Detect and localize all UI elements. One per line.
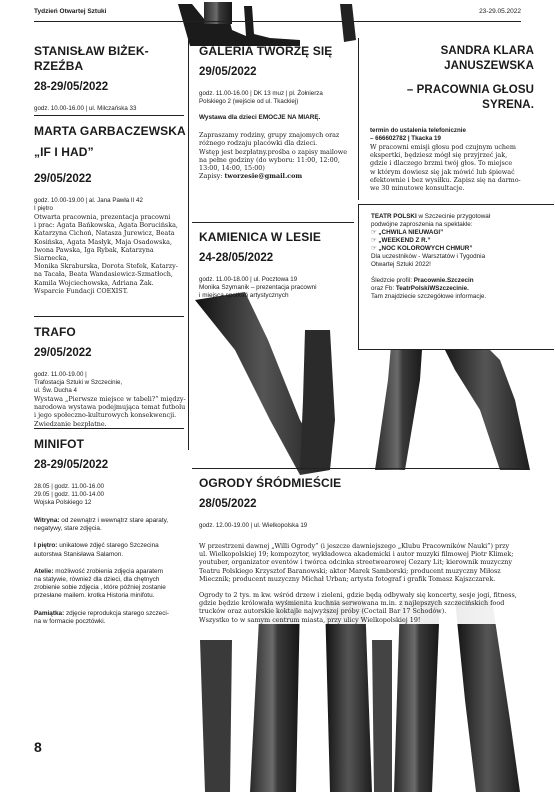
ogrody-date: 28/05/2022 xyxy=(199,498,257,510)
section-kamienica xyxy=(199,230,355,300)
garbaczewska-date: 29/05/2022 xyxy=(34,173,92,185)
kamienica-meta: godz. 11.00-18.00 | ul. Pocztowa 19 xyxy=(199,276,298,283)
rule-above-minifot xyxy=(34,428,184,429)
minifot-date: 28-29/05/2022 xyxy=(34,459,109,471)
ogrody-paragraph-1: W przestrzeni dawnej „Willi Ogrody” (i jeszcze dawniejszego „Klubu Pracowników Nauki”) przy ul. Wielkopolskiej 19; kompozytor, wykładowca akademicki i autor muzyki filmowej Piotr Klimek; youtuber, organizator eventów i twórca odcinka streetwearowej Cezary Lit; kierownik muzyczny Teatru Polskiego Krzysztof Baranowski; aktor Marek Samborski; producent muzyczny Miłosz Miecznik; producent muzyczny Michał Urban; artysta fotograf i grafik Tomasz Kajszczarek. xyxy=(199,542,529,583)
bizek-date: 28-29/05/2022 xyxy=(34,81,109,93)
teatr-spectacle-3: ☞ „NOC KOLOROWYCH CHMUR” xyxy=(371,245,473,252)
header-dates: 23-29.05.2022 xyxy=(479,8,521,15)
trafo-date: 29/05/2022 xyxy=(34,347,92,359)
teatr-name: TEATR POLSKI xyxy=(371,213,417,220)
rule-above-ogrody xyxy=(192,468,522,469)
ogrody-meta: godz. 12.00-19.00 | ul. Wielkopolska 19 xyxy=(199,522,308,529)
sandra-meta: termin do ustalenia telefonicznie – 666602782 | Tkacka 19 xyxy=(370,127,466,142)
kamienica-title: KAMIENICA W LESIE xyxy=(199,230,321,244)
galeria-exhibition: Wystawa dla dzieci EMOCJE NA MIARĘ. xyxy=(199,114,321,121)
galeria-title: GALERIA TWORZĘ SIĘ xyxy=(199,44,333,58)
minifot-atelie: Atelie: możliwość zrobienia zdjęcia aparatem na statywie, również dla dzieci, dla chętnych zrobienie sobie zdjęcia , które później zostanie przesłane mailem. krotka Historia minifotu. xyxy=(34,567,166,600)
trafo-description: Wystawa „Pierwsze miejsce w tabeli?” między- narodowa wystawa podejmująca temat futbolu i jego społeczno-kulturowych konsekwencji. Zwiedzanie bezpłatne. xyxy=(34,395,186,428)
teatr-spectacle-1: ☞ „CHWILA NIEUWAGI” xyxy=(371,229,444,236)
page-number: 8 xyxy=(34,739,42,755)
sandra-subtitle: – PRACOWNIA GŁOSU SYRENA. xyxy=(406,84,534,111)
section-bizek xyxy=(34,44,186,113)
pointing-hand-icon: ☞ xyxy=(371,237,379,244)
header-rule xyxy=(34,21,521,22)
kamienica-date: 24-28/05/2022 xyxy=(199,252,274,264)
ogrody-paragraph-2: Ogrody to 2 tys. m kw. wśród drzew i zieleni, gdzie będą odbywały się koncerty, sesje jogi, fitness, gdzie będzie królowała wyśmienita kuchnia serwowana m.in. z najlepszych szczecińskich food trucków oraz autorskie koktajle najwyższej próby (Coctail Bar 17 Schodów). Wszystko to w samym centrum miasta, przy ulicy Wielkopolskiej 19! xyxy=(199,591,529,624)
minifot-title: MINIFOT xyxy=(34,437,85,451)
kamienica-description: Monika Szymanik – prezentacja pracowni i miejsca spotkań artystycznych xyxy=(199,284,317,300)
minifot-meta: 28.05 | godz. 11.00-16.00 29.05 | godz. 11.00-14.00 Wojska Polskiego 12 xyxy=(34,483,104,506)
trafo-title: TRAFO xyxy=(34,325,76,339)
minifot-pietro: I piętro: unikatowe zdjęć starego Szczecina autorstwa Stanisława Salamon. xyxy=(34,542,159,558)
teatr-spectacle-2: ☞ „WEEKEND Z R.” xyxy=(371,237,431,244)
galeria-date: 29/05/2022 xyxy=(199,66,257,78)
column-divider-left xyxy=(188,38,189,450)
section-minifot xyxy=(34,437,186,626)
rule-above-kamienica xyxy=(192,222,354,223)
header-series-title: Tydzień Otwartej Sztuki xyxy=(34,8,107,15)
teatr-info-box: TEATR POLSKI w Szczecinie przygotował podwójne zaproszenia na spektakle: ☞ „CHWILA NIEUWAGI” ☞ „WEEKEND Z R.” ☞ „NOC KOLOROWYCH CHMUR” Dla uczestników - Warsztatów i Tygodnia Otwartej Sztuki 2022! Śledzcie profil: Pracownie.Szczecin oraz Fb: TeatrPolskiWSzczecinie. Tam znajdziecie szczegółowe informacje. xyxy=(358,204,554,350)
teatr-facebook-link[interactable]: TeatrPolskiWSzczecinie. xyxy=(395,285,469,292)
galeria-email-link[interactable]: tworzesie@gmail.com xyxy=(224,172,303,181)
teatr-profile-link[interactable]: Pracownie.Szczecin xyxy=(413,277,474,284)
garbaczewska-description: Otwarta pracownia, prezentacja pracowni i prac: Agata Bańkowska, Agata Borucińska, Katarzyna Cichoń, Natasza Jurewicz, Beata Kosińska, Agata Masłyk, Maja Osadowska, Iwona Pawska, Iga Rybak, Katarzyna Siarnecka, Monika Skraburska, Dorota Stefek, Katarzy- na Tacała, Beata Wandasiewicz-Szmatłoch, Kamila Wojciechowska, Adriana Żak. Wsparcie Fundacji COEXIST. xyxy=(34,213,178,295)
garbaczewska-meta: godz. 10.00-19.00 | al. Jana Pawła II 42 xyxy=(34,197,143,204)
bizek-meta: godz. 10.00-16.00 | ul. Milczańska 33 xyxy=(34,105,137,112)
sandra-title: SANDRA KLARA JANUSZEWSKA xyxy=(440,45,534,72)
ogrody-title: OGRODY ŚRÓDMIEŚCIE xyxy=(199,476,342,490)
rule-above-trafo xyxy=(34,316,184,317)
garbaczewska-subtitle: „IF I HAD” xyxy=(34,145,94,159)
galeria-description: Zapraszamy rodziny, grupy znajomych oraz różnego rodzaju placówki dla dzieci. Wstęp jest bezpłatny.prośba o zapisy mailowe na pełne godziny (do wyboru: 11:00, 12:00, 13:00, 14:00, 15:00) Zapisy: tworzesie@gmail.com xyxy=(199,131,348,181)
garbaczewska-title: MARTA GARBACZEWSKA xyxy=(34,124,186,138)
pointing-hand-icon: ☞ xyxy=(371,245,379,252)
column-divider-right xyxy=(358,38,359,200)
section-garbaczewska xyxy=(34,124,186,295)
pointing-hand-icon: ☞ xyxy=(371,229,379,236)
bizek-title: STANISŁAW BIŻEK- RZEŹBA xyxy=(34,44,149,73)
trafo-meta: godz. 11.00-19.00 | Trafostacja Sztuki w Szczecinie, ul. Św. Ducha 4 xyxy=(34,371,123,394)
rule-under-bizek xyxy=(34,115,184,116)
minifot-pamiatka: Pamiątka: zdjęcie reprodukcja starego szczeci- na w formacie pocztówki. xyxy=(34,609,169,625)
sandra-description: W pracowni emisji głosu pod czujnym uchem ekspertki, będziesz mógł się przyjrzeć jak, gdzie i dlaczego brzmi twój głos. To miejsce w którym dowiesz się jak mówić lub śpiewać efektownie i bez wysiłku. Zapisz się na darmo- we 30 minutowe konsultacje. xyxy=(370,143,521,193)
section-trafo xyxy=(34,325,186,428)
galeria-meta: godz. 11.00-16.00 | DK 13 muz | pl. Żołnierza Polskiego 2 (wejście od ul. Tkackiej) xyxy=(199,90,323,105)
section-ogrody xyxy=(199,476,529,624)
section-sandra xyxy=(364,44,534,192)
garbaczewska-floor: I piętro xyxy=(34,205,53,212)
minifot-witryna: Witryna: od zewnątrz i wewnątrz stare aparaty, negatywy, stare zdjęcia. xyxy=(34,517,169,533)
section-galeria xyxy=(199,44,355,180)
